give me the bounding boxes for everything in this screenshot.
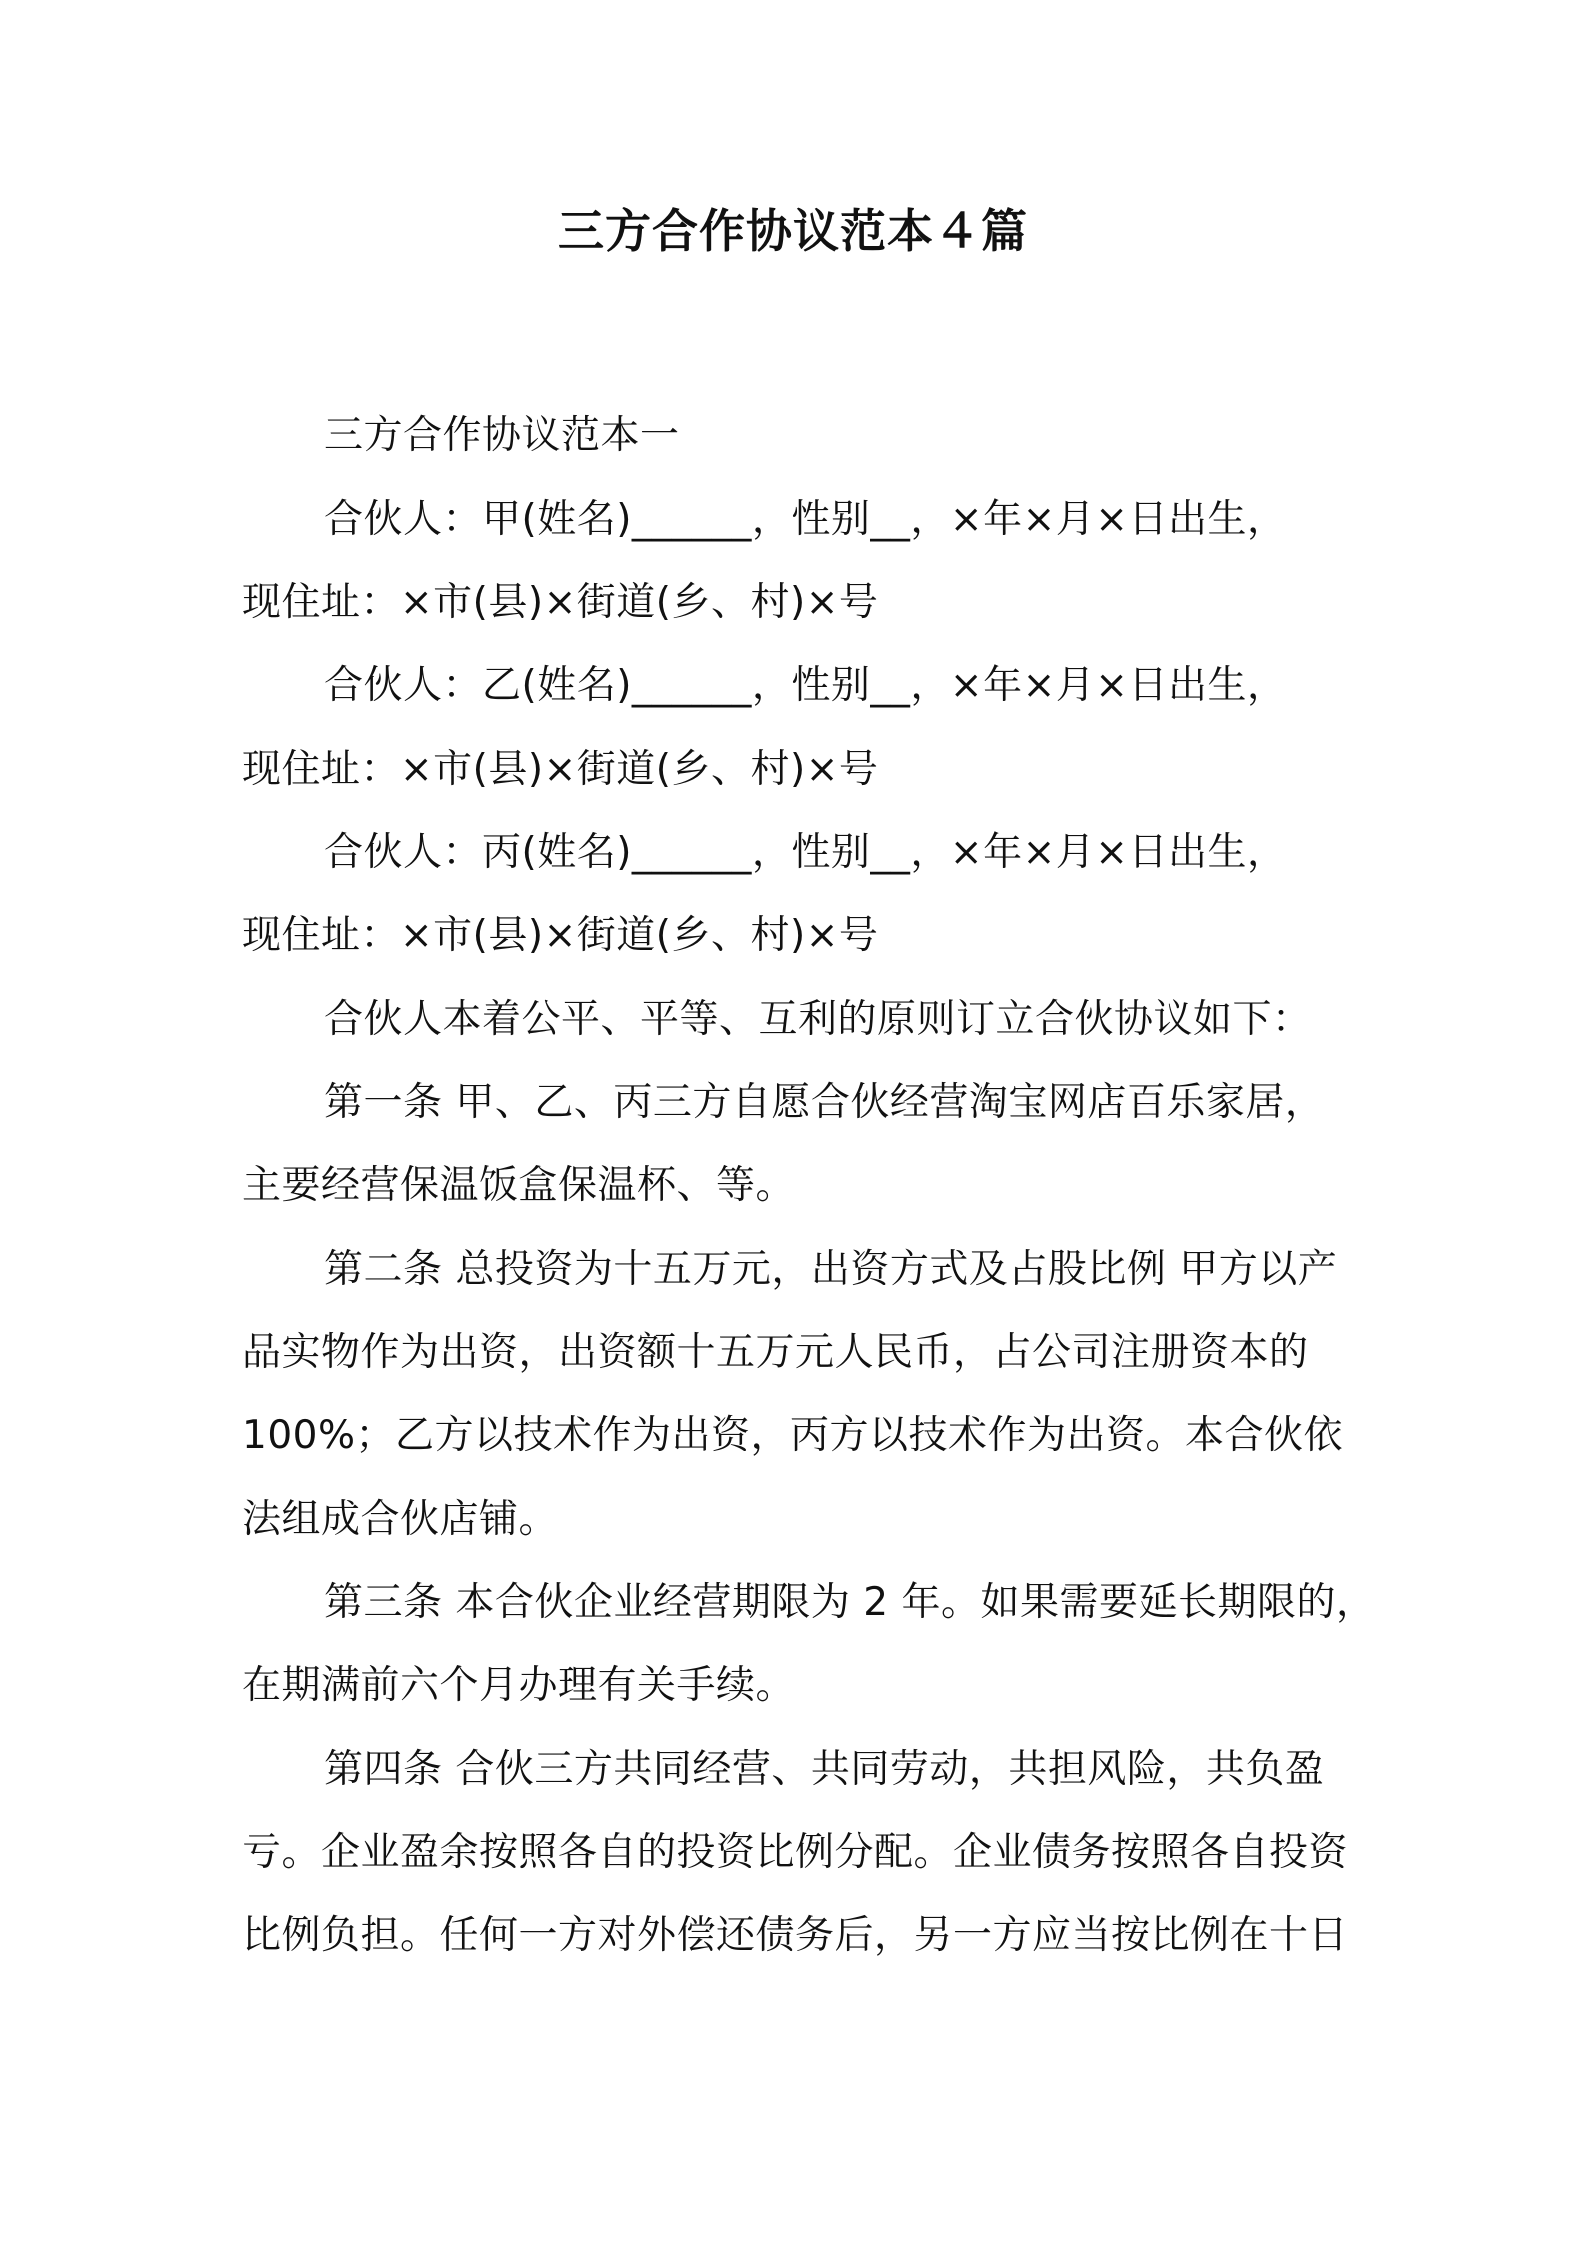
text-line: 亏。企业盈余按照各自的投资比例分配。企业债务按照各自投资: [242, 1830, 1349, 1875]
text-line: 合伙人：丙(姓名)______，性别__，×年×月×日出生，: [324, 830, 1287, 875]
text-line: 品实物作为出资，出资额十五万元人民币，占公司注册资本的: [242, 1330, 1309, 1375]
text-line: 合伙人本着公平、平等、互利的原则订立合伙协议如下：: [324, 997, 1312, 1042]
text-line: 现住址：×市(县)×街道(乡、村)×号: [242, 747, 879, 792]
document-title: 三方合作协议范本４篇: [558, 204, 1028, 258]
text-line: 第四条 合伙三方共同经营、共同劳动，共担风险，共负盈: [324, 1747, 1325, 1792]
text-line: 法组成合伙店铺。: [242, 1497, 559, 1542]
text-line: 第一条 甲、乙、丙三方自愿合伙经营淘宝网店百乐家居，: [324, 1080, 1325, 1125]
text-line: 现住址：×市(县)×街道(乡、村)×号: [242, 913, 879, 958]
text-line: 比例负担。任何一方对外偿还债务后，另一方应当按比例在十日: [242, 1913, 1349, 1958]
text-line: 第二条 总投资为十五万元，出资方式及占股比例 甲方以产: [324, 1247, 1338, 1292]
text-line: 现住址：×市(县)×街道(乡、村)×号: [242, 580, 879, 625]
text-line: 在期满前六个月办理有关手续。: [242, 1663, 796, 1708]
text-line: 第三条 本合伙企业经营期限为 2 年。如果需要延长期限的，: [324, 1580, 1376, 1625]
text-line: 100%；乙方以技术作为出资，丙方以技术作为出资。本合伙依: [242, 1413, 1343, 1458]
text-line: 合伙人：乙(姓名)______，性别__，×年×月×日出生，: [324, 663, 1287, 708]
section-heading: 三方合作协议范本一: [324, 413, 680, 458]
text-line: 合伙人：甲(姓名)______，性别__，×年×月×日出生，: [324, 497, 1287, 542]
text-line: 主要经营保温饭盒保温杯、等。: [242, 1163, 796, 1208]
